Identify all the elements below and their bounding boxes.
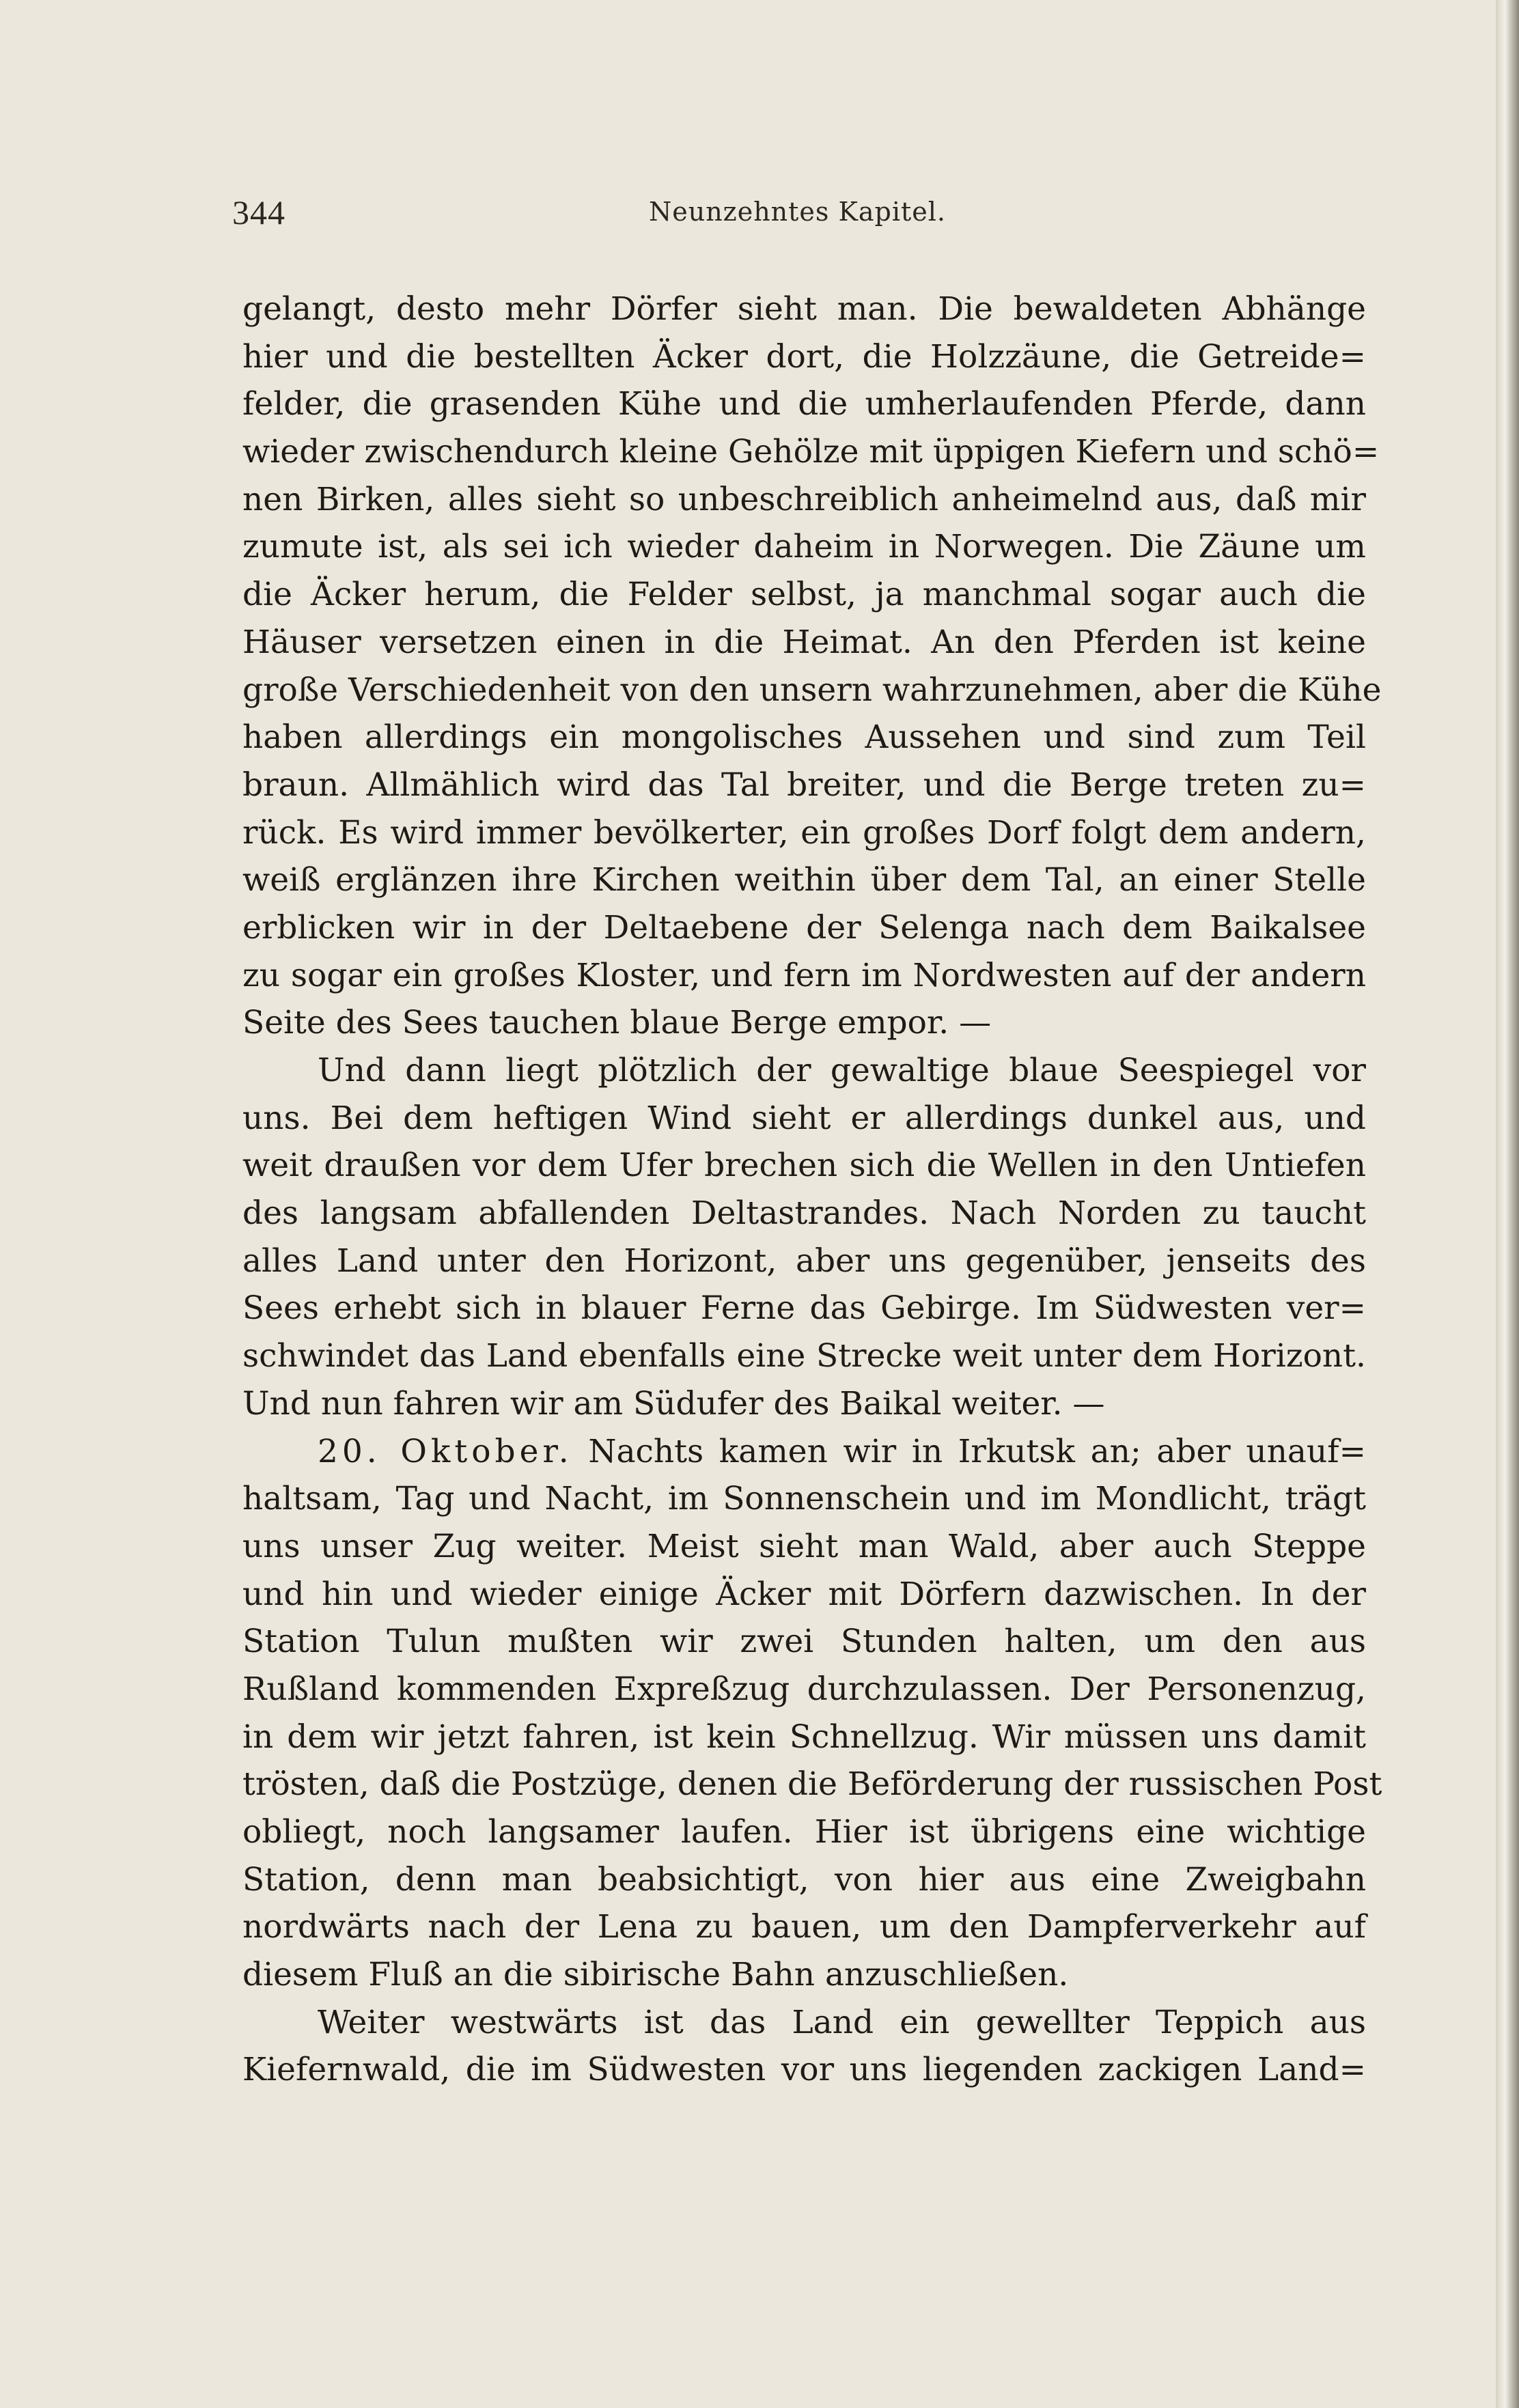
text-line: zumute ist, als sei ich wieder daheim in Norwegen. Die Zäune um xyxy=(242,528,1366,566)
text-line: uns unser Zug weiter. Meist sieht man Wald, aber auch Steppe xyxy=(242,1527,1366,1565)
text-line: hier und die bestellten Äcker dort, die Holzzäune, die Getreide= xyxy=(242,337,1366,376)
text-line: diesem Fluß an die sibirische Bahn anzuschließen. xyxy=(242,1956,1069,1994)
text-line: Weiter westwärts ist das Land ein gewellter Teppich aus xyxy=(318,2003,1366,2041)
text-line: Station, denn man beabsichtigt, von hier aus eine Zweigbahn xyxy=(242,1860,1366,1899)
dated-paragraph-line xyxy=(242,1428,1366,1476)
page-number: 344 xyxy=(232,193,285,232)
text-line: Kiefernwald, die im Südwesten vor uns liegenden zackigen Land= xyxy=(242,2051,1366,2089)
text-fragment: Nachts kamen wir in Irkutsk an; aber unauf= xyxy=(588,1432,1366,1470)
text-line: felder, die grasenden Kühe und die umherlaufenden Pferde, dann xyxy=(242,385,1366,423)
text-line: nordwärts nach der Lena zu bauen, um den Dampferverkehr auf xyxy=(242,1908,1366,1946)
body-text xyxy=(242,285,1382,2094)
text-line: Und nun fahren wir am Südufer des Baikal weiter. — xyxy=(242,1384,1105,1423)
text-line: nen Birken, alles sieht so unbeschreiblich anheimelnd aus, daß mir xyxy=(242,480,1366,518)
text-line: des langsam abfallenden Deltastrandes. Nach Norden zu taucht xyxy=(242,1194,1366,1233)
text-line: obliegt, noch langsamer laufen. Hier ist übrigens eine wichtige xyxy=(242,1813,1366,1851)
text-line: zu sogar ein großes Kloster, und fern im Nordwesten auf der andern xyxy=(242,956,1366,994)
text-line: erblicken wir in der Deltaebene der Selenga nach dem Baikalsee xyxy=(242,908,1366,947)
text-line: weit draußen vor dem Ufer brechen sich die Wellen in den Untiefen xyxy=(242,1147,1366,1185)
text-line: alles Land unter den Horizont, aber uns gegenüber, jenseits des xyxy=(242,1242,1366,1280)
text-line: haben allerdings ein mongolisches Aussehen und sind zum Teil xyxy=(242,718,1366,757)
page-edge-shadow xyxy=(1496,0,1519,2408)
text-line: die Äcker herum, die Felder selbst, ja manchmal sogar auch die xyxy=(242,576,1366,614)
text-line: wieder zwischendurch kleine Gehölze mit üppigen Kiefern und schö= xyxy=(242,433,1380,471)
text-line: Rußland kommenden Expreßzug durchzulassen. Der Personenzug, xyxy=(242,1670,1366,1708)
text-line: haltsam, Tag und Nacht, im Sonnenschein und im Mondlicht, trägt xyxy=(242,1480,1366,1518)
text-line: weiß erglänzen ihre Kirchen weithin über dem Tal, an einer Stelle xyxy=(242,861,1366,899)
text-line: Station Tulun mußten wir zwei Stunden halten, um den aus xyxy=(242,1623,1366,1661)
text-line: uns. Bei dem heftigen Wind sieht er allerdings dunkel aus, und xyxy=(242,1099,1366,1137)
text-line: Häuser versetzen einen in die Heimat. An den Pferden ist keine xyxy=(242,623,1366,661)
text-line: Seite des Sees tauchen blaue Berge empor. — xyxy=(242,1004,992,1042)
text-line: trösten, daß die Postzüge, denen die Beförderung der russischen Post xyxy=(242,1765,1382,1804)
text-line: gelangt, desto mehr Dörfer sieht man. Die bewaldeten Abhänge xyxy=(242,290,1366,328)
text-line: große Verschiedenheit von den unsern wahrzunehmen, aber die Kühe xyxy=(242,671,1382,709)
running-head: Neunzehntes Kapitel. xyxy=(649,197,946,227)
text-line: schwindet das Land ebenfalls eine Strecke weit unter dem Horizont. xyxy=(242,1337,1366,1375)
page-header xyxy=(232,193,1366,247)
text-line: rück. Es wird immer bevölkerter, ein großes Dorf folgt dem andern, xyxy=(242,813,1366,852)
text-line: in dem wir jetzt fahren, ist kein Schnellzug. Wir müssen uns damit xyxy=(242,1718,1366,1756)
text-line: Sees erhebt sich in blauer Ferne das Gebirge. Im Südwesten ver= xyxy=(242,1289,1366,1328)
date-heading: 20. Oktober. xyxy=(318,1432,573,1470)
text-line: Und dann liegt plötzlich der gewaltige blaue Seespiegel vor xyxy=(318,1052,1366,1089)
text-line: und hin und wieder einige Äcker mit Dörfern dazwischen. In der xyxy=(242,1575,1366,1613)
text-line: braun. Allmählich wird das Tal breiter, und die Berge treten zu= xyxy=(242,766,1366,804)
